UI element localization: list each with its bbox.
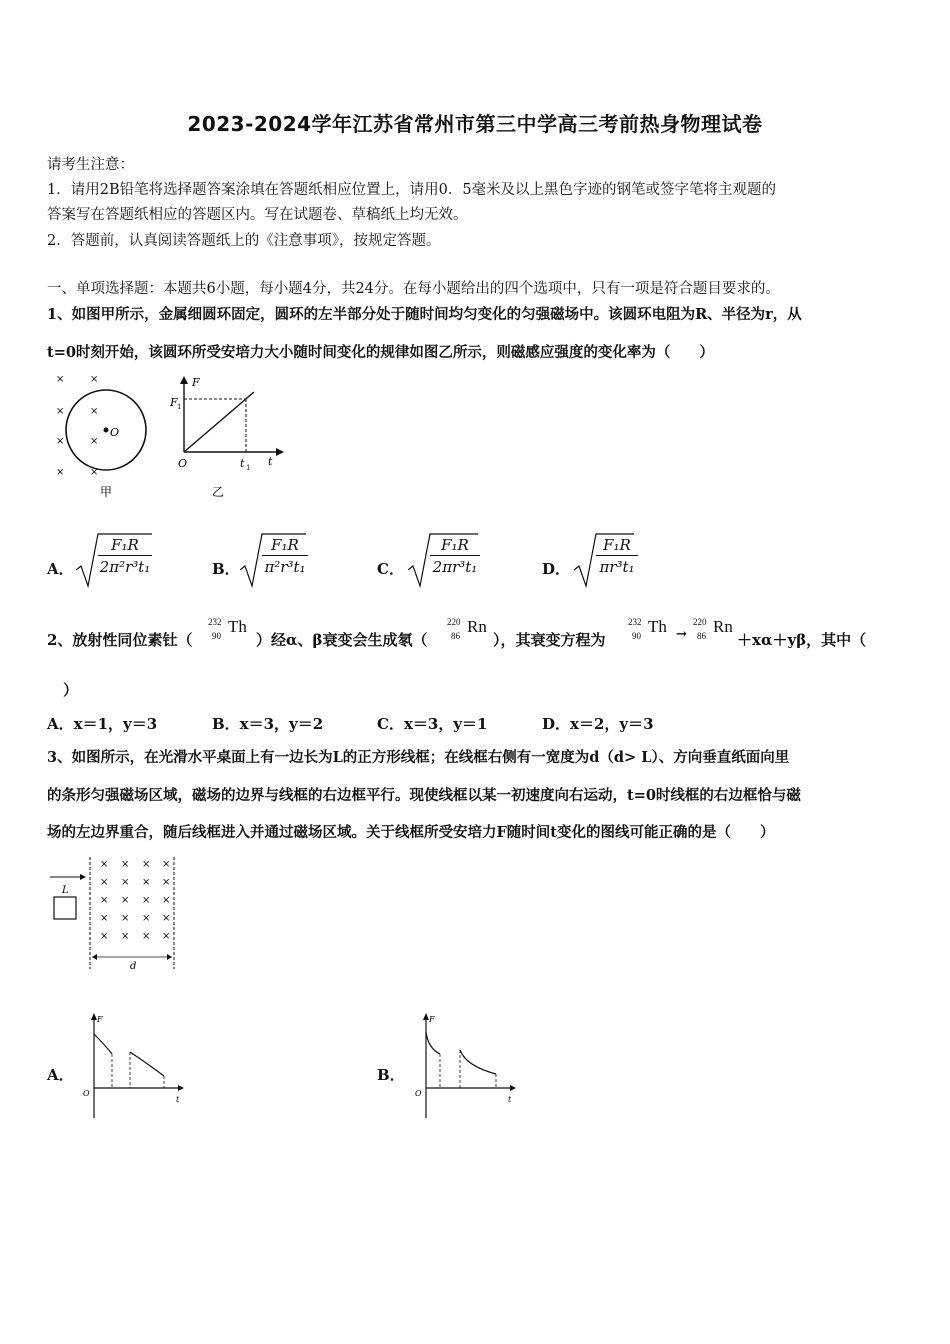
curve-enter xyxy=(94,1034,112,1054)
curve-enter xyxy=(426,1032,440,1054)
q3-option-a-label[interactable]: A． xyxy=(47,1066,74,1084)
q2-option-b[interactable]: B．x＝3，y＝2 xyxy=(212,715,324,733)
equation-arrow: → xyxy=(676,627,687,642)
q2-option-c[interactable]: C．x＝3，y＝1 xyxy=(377,715,488,733)
field-cross: × xyxy=(100,913,109,924)
q2-stem-part-4: ＋xα＋yβ，其中（ xyxy=(737,631,867,649)
field-cross: × xyxy=(121,895,130,906)
square-coil xyxy=(54,897,76,919)
section-heading: 一、单项选择题：本题共6小题，每小题4分，共24分。在每小题给出的四个选项中，只有一项是符合题目要求的。 xyxy=(47,281,780,297)
field-mark: × xyxy=(90,406,99,417)
field-cross: × xyxy=(142,895,151,906)
field-mark: × xyxy=(90,374,99,385)
field-cross: × xyxy=(162,931,171,942)
field-mark: × xyxy=(56,436,65,447)
curve-exit xyxy=(460,1050,496,1074)
q3-stem-line-2: 的条形匀强磁场区域，磁场的边界与线框的右边框平行。现使线框以某一初速度向右运动，t=0时线框的右边框恰与磁 xyxy=(47,787,801,804)
q2-stem-part-1: 2、放射性同位素钍（ xyxy=(47,631,193,649)
field-cross: × xyxy=(100,895,109,906)
svg-text:O: O xyxy=(415,1089,422,1098)
svg-text:F: F xyxy=(429,1015,435,1024)
width-label: d xyxy=(130,961,137,972)
f-axis-arrow xyxy=(180,376,188,384)
f1-label-sub: 1 xyxy=(177,403,182,411)
f-axis-label: F xyxy=(192,376,200,389)
thorium-nuclide: 232 90 Th xyxy=(208,617,247,641)
t-axis-arrow xyxy=(276,448,284,456)
field-cross: × xyxy=(100,877,109,888)
q2-stem-part-2: ）经α、β衰变会生成氡（ xyxy=(256,631,428,649)
svg-text:t: t xyxy=(176,1095,180,1104)
equation-radon: 220 86 Rn xyxy=(693,617,733,641)
field-mark: × xyxy=(90,467,99,478)
field-cross: × xyxy=(162,913,171,924)
notice-heading: 请考生注意： xyxy=(47,157,134,173)
curve-exit xyxy=(130,1052,164,1076)
q1-option-a-fraction xyxy=(98,536,152,576)
fraction-numerator: F₁R xyxy=(596,536,638,556)
field-mark: × xyxy=(90,436,99,447)
fraction-numerator: F₁R xyxy=(98,536,152,556)
field-mark: × xyxy=(56,374,65,385)
notice-line-3: 2．答题前，认真阅读答题纸上的《注意事项》，按规定答题。 xyxy=(47,233,441,249)
q1-figure-jia xyxy=(48,372,158,502)
t1-label-sub: 1 xyxy=(246,464,251,472)
q2-stem-close: ） xyxy=(63,681,79,699)
svg-text:F: F xyxy=(97,1015,103,1024)
magnetic-field-marks xyxy=(56,374,98,478)
field-cross: × xyxy=(142,913,151,924)
t1-label: t xyxy=(240,457,245,470)
q2-stem-part-3: ），其衰变方程为 xyxy=(493,631,606,649)
field-cross: × xyxy=(100,859,109,870)
q1-option-d-label[interactable]: D． xyxy=(542,560,571,578)
fraction-denominator: 2πr³t₁ xyxy=(432,558,478,576)
origin-label: O xyxy=(178,457,188,470)
field-cross: × xyxy=(142,859,151,870)
fraction-denominator: πr³t₁ xyxy=(599,558,635,576)
field-cross: × xyxy=(121,877,130,888)
force-line xyxy=(184,392,254,452)
field-cross: × xyxy=(162,877,171,888)
notice-line-1: 1．请用2B铅笔将选择题答案涂填在答题纸相应位置上，请用0．5毫米及以上黑色字迹的钢笔或签字笔将主观题的 xyxy=(47,182,777,198)
fraction-numerator: F₁R xyxy=(430,536,480,556)
fraction-denominator: 2π²r³t₁ xyxy=(99,558,151,576)
svg-text:t: t xyxy=(508,1095,512,1104)
field-cross: × xyxy=(121,931,130,942)
f1-label: F xyxy=(170,396,178,409)
q3-option-a-graph xyxy=(80,1010,190,1120)
field-cross: × xyxy=(121,859,130,870)
equation-thorium: 232 90 Th xyxy=(628,617,667,641)
q3-stem-line-1: 3、如图所示，在光滑水平桌面上有一边长为L的正方形线框；在线框右侧有一宽度为d（d> L）、方向垂直纸面向里 xyxy=(47,749,790,766)
radon-nuclide: 220 86 Rn xyxy=(447,617,487,641)
t-axis-label: t xyxy=(268,455,273,468)
velocity-arrow xyxy=(80,874,86,880)
q1-stem-line-1: 1、如图甲所示，金属细圆环固定，圆环的左半部分处于随时间均匀变化的匀强磁场中。该圆环电阻为R、半径为r，从 xyxy=(47,306,802,323)
field-cross: × xyxy=(162,859,171,870)
q1-option-c-label[interactable]: C． xyxy=(377,560,404,578)
q2-option-d[interactable]: D．x＝2，y＝3 xyxy=(542,715,654,733)
page-title: 2023-2024学年江苏省常州市第三中学高三考前热身物理试卷 xyxy=(187,112,763,136)
fraction-denominator: π²r³t₁ xyxy=(264,558,306,576)
q1-option-a-label[interactable]: A． xyxy=(47,560,74,578)
field-cross: × xyxy=(142,877,151,888)
q3-figure xyxy=(46,855,186,977)
figure-caption-yi: 乙 xyxy=(212,485,225,499)
q2-option-a[interactable]: A．x＝1，y＝3 xyxy=(47,715,158,733)
svg-text:O: O xyxy=(83,1089,90,1098)
field-cross: × xyxy=(121,913,130,924)
q3-option-b-graph xyxy=(410,1010,520,1120)
q1-option-b-label[interactable]: B． xyxy=(212,560,240,578)
q3-stem-line-3: 场的左边界重合，随后线框进入并通过磁场区域。关于线框所受安培力F随时间t变化的图线可能正确的是（ ） xyxy=(47,824,775,841)
field-mark: × xyxy=(56,467,65,478)
q1-option-b-fraction xyxy=(262,536,308,576)
ring-center-dot xyxy=(104,428,109,433)
q1-option-d-fraction xyxy=(596,536,638,576)
ring-center-label: O xyxy=(110,426,120,439)
field-crosses xyxy=(100,859,170,942)
fraction-numerator: F₁R xyxy=(262,536,308,556)
q3-option-b-label[interactable]: B． xyxy=(377,1066,405,1084)
q1-stem-line-2: t=0时刻开始，该圆环所受安培力大小随时间变化的规律如图乙所示，则磁感应强度的变化率为（ ） xyxy=(47,344,714,361)
figure-caption-jia: 甲 xyxy=(100,485,113,499)
q1-figure-yi xyxy=(168,372,288,502)
field-mark: × xyxy=(56,406,65,417)
q1-option-c-fraction xyxy=(430,536,480,576)
field-cross: × xyxy=(100,931,109,942)
field-cross: × xyxy=(142,931,151,942)
side-length-label: L xyxy=(62,885,69,896)
field-cross: × xyxy=(162,895,171,906)
notice-line-2: 答案写在答题纸相应的答题区内。写在试题卷、草稿纸上均无效。 xyxy=(47,207,468,223)
